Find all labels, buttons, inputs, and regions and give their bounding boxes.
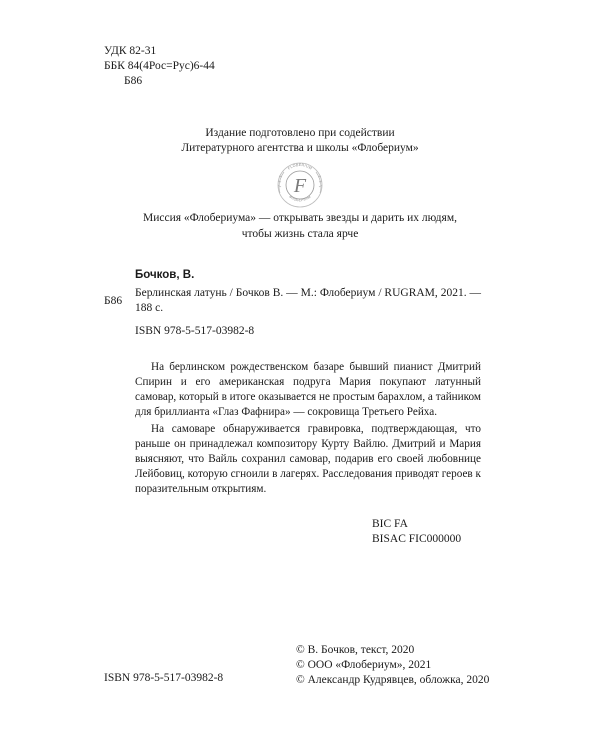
logo-ring-text-top: FLOBERIUM bbox=[287, 162, 313, 171]
support-line-2: Литературного агентства и школы «Флобериум» bbox=[181, 142, 419, 154]
catalog-author: Бочков, В. bbox=[135, 269, 195, 281]
copyright-block bbox=[296, 643, 489, 688]
catalog-record bbox=[135, 268, 481, 339]
mission-line-2: чтобы жизнь стала ярче bbox=[241, 228, 359, 240]
subject-codes bbox=[372, 517, 461, 547]
logo-ring-text-bottom: ФЛОБЕРИУМ bbox=[288, 194, 312, 203]
floberium-logo-icon bbox=[270, 157, 330, 213]
udk-code: УДК 82-31 bbox=[104, 45, 157, 57]
copyright-line-3: © Александр Кудрявцев, обложка, 2020 bbox=[296, 674, 490, 686]
logo-monogram: F bbox=[293, 175, 307, 197]
author-mark: Б86 bbox=[124, 75, 143, 87]
bisac-code: BISAC FIC000000 bbox=[372, 533, 462, 545]
footer-isbn: ISBN 978-5-517-03982-8 bbox=[104, 672, 224, 684]
support-note bbox=[0, 126, 600, 156]
annotation-paragraph-1: На берлинском рождественском базаре бывший пианист Дмитрий Спирин и его американская подруга Мария покупают латунный самовар, который в итоге оказывается не простым барахлом, а тайником для бриллианта «Глаз Фафнира» — сокровища Третьего Рейха. bbox=[135, 361, 481, 418]
mission-statement bbox=[0, 210, 600, 242]
copyright-line-2: © ООО «Флобериум», 2021 bbox=[296, 659, 432, 671]
mission-line-1: Миссия «Флобериума» — открывать звезды и дарить их людям, bbox=[143, 212, 457, 224]
copyright-line-1: © В. Бочков, текст, 2020 bbox=[296, 644, 415, 656]
bic-code: BIC FA bbox=[372, 518, 408, 530]
classification-block bbox=[104, 44, 215, 89]
catalog-description: Берлинская латунь / Бочков В. — М.: Флобериум / RUGRAM, 2021. — 188 с. bbox=[135, 287, 481, 314]
floberium-logo bbox=[270, 157, 330, 213]
bbk-code: ББК 84(4Рос=Рус)6-44 bbox=[104, 60, 215, 72]
support-line-1: Издание подготовлено при содействии bbox=[205, 127, 395, 139]
svg-text:FLOBERIUM bbox=[287, 163, 312, 171]
annotation-paragraph-2: На самоваре обнаруживается гравировка, подтверждающая, что раньше он принадлежал композитору Курту Вайлю. Дмитрий и Мария выясняют, что Вайль сохранил самовар, подарив его своей любовнице Лейбовиц, которую сгноили в лагерях. Расследования приводят героев к поразительным открытиям. bbox=[135, 423, 481, 495]
catalog-isbn: ISBN 978-5-517-03982-8 bbox=[135, 325, 255, 337]
catalog-mark: Б86 bbox=[104, 295, 123, 307]
annotation bbox=[135, 360, 481, 497]
